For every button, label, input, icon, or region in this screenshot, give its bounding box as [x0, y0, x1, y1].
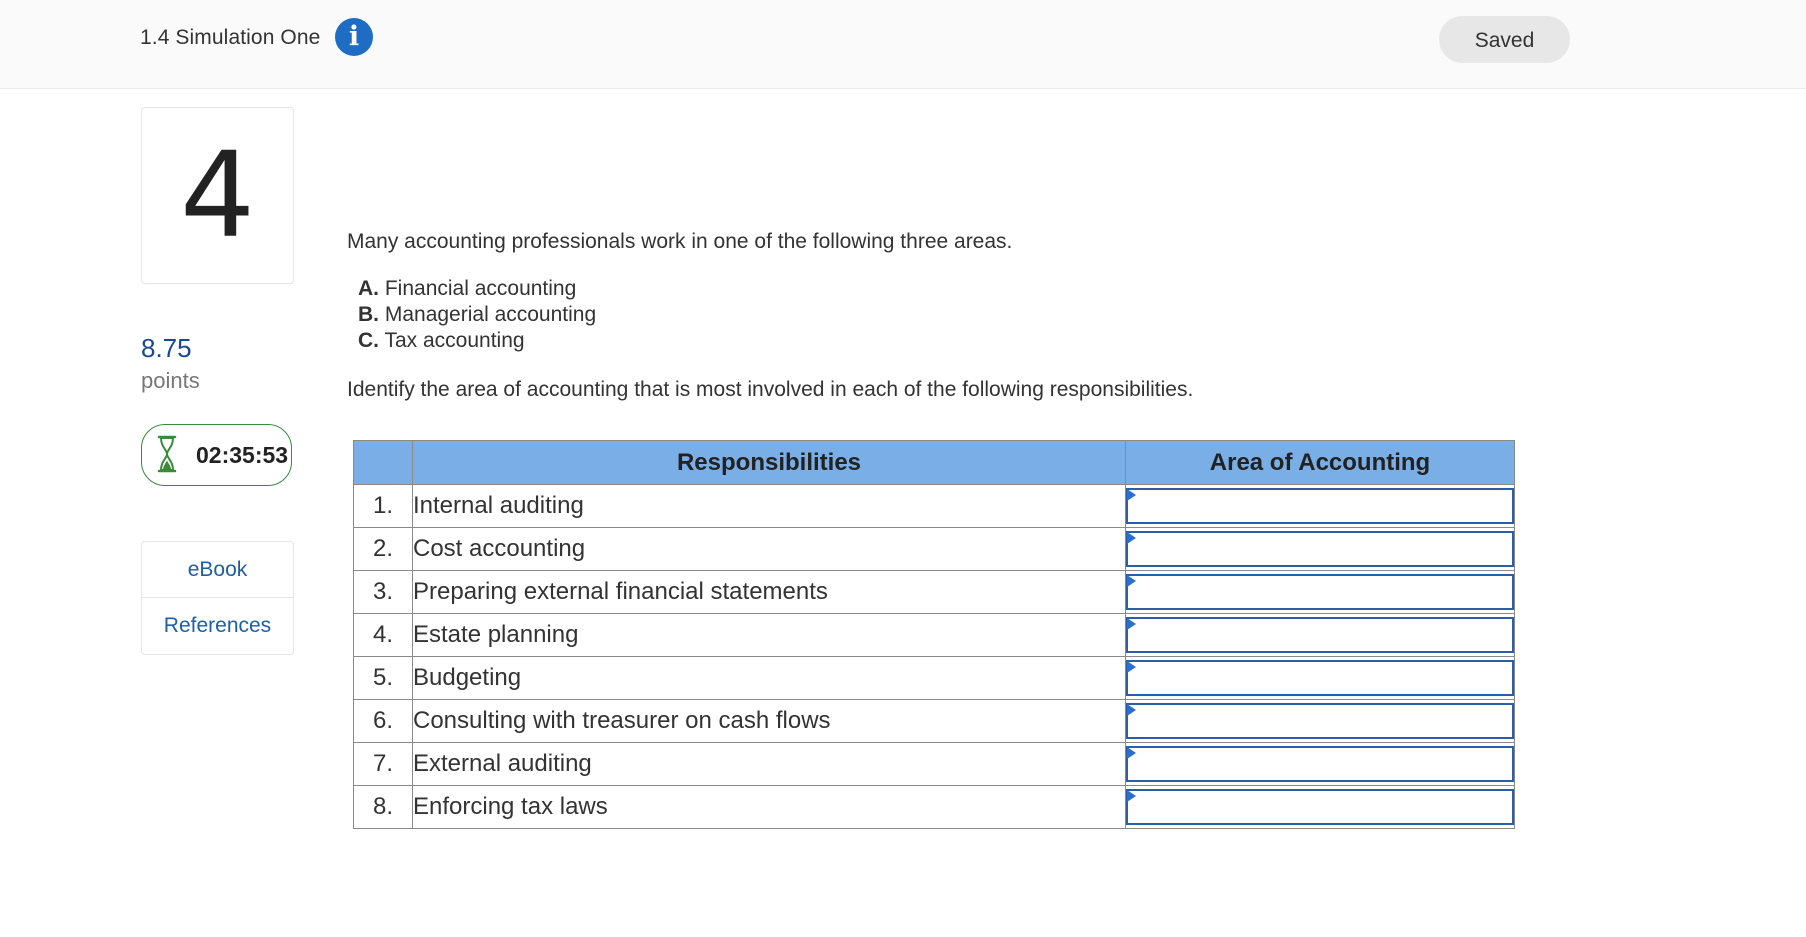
points-label: points	[141, 368, 200, 393]
row-number: 6.	[354, 700, 413, 743]
answer-cell	[1126, 614, 1515, 657]
area-answer-input[interactable]	[1126, 789, 1514, 825]
option-c: C. Tax accounting	[358, 329, 525, 352]
info-icon[interactable]: i	[335, 18, 373, 56]
responsibility-text: Consulting with treasurer on cash flows	[413, 700, 1126, 743]
option-b: B. Managerial accounting	[358, 303, 597, 326]
responsibility-text: Enforcing tax laws	[413, 786, 1126, 829]
table-row	[354, 700, 1515, 743]
question-number: 4	[141, 107, 294, 284]
table-row	[354, 657, 1515, 700]
area-answer-input[interactable]	[1126, 703, 1514, 739]
row-number: 7.	[354, 743, 413, 786]
area-answer-input[interactable]	[1126, 531, 1514, 567]
answer-cell	[1126, 485, 1515, 528]
assignment-title: 1.4 Simulation One	[140, 26, 321, 49]
table-row	[354, 571, 1515, 614]
answer-cell	[1126, 786, 1515, 829]
timer	[141, 424, 292, 486]
row-number: 4.	[354, 614, 413, 657]
area-answer-input[interactable]	[1126, 660, 1514, 696]
saved-button[interactable]: Saved	[1439, 16, 1570, 63]
area-options	[358, 276, 596, 354]
responsibility-text: Cost accounting	[413, 528, 1126, 571]
points-value: 8.75	[141, 333, 192, 363]
table-row	[354, 528, 1515, 571]
header-responsibilities: Responsibilities	[413, 441, 1126, 485]
table-row	[354, 743, 1515, 786]
answer-cell	[1126, 743, 1515, 786]
responsibility-text: External auditing	[413, 743, 1126, 786]
table-row	[354, 614, 1515, 657]
answer-cell	[1126, 528, 1515, 571]
area-answer-input[interactable]	[1126, 488, 1514, 524]
table-row	[354, 485, 1515, 528]
answer-cell	[1126, 657, 1515, 700]
row-number: 5.	[354, 657, 413, 700]
ebook-link[interactable]: eBook	[187, 558, 248, 581]
top-bar	[0, 0, 1806, 89]
resource-links	[141, 541, 294, 655]
area-answer-input[interactable]	[1126, 574, 1514, 610]
table-header-row	[354, 441, 1515, 485]
table-row	[354, 786, 1515, 829]
row-number: 8.	[354, 786, 413, 829]
references-link[interactable]: References	[142, 597, 293, 653]
row-number: 3.	[354, 571, 413, 614]
area-answer-input[interactable]	[1126, 746, 1514, 782]
intro-text: Many accounting professionals work in one of the following three areas.	[347, 230, 1013, 253]
header-number	[354, 441, 413, 485]
header-area: Area of Accounting	[1126, 441, 1515, 485]
responsibility-text: Preparing external financial statements	[413, 571, 1126, 614]
row-number: 1.	[354, 485, 413, 528]
area-answer-input[interactable]	[1126, 617, 1514, 653]
answer-cell	[1126, 571, 1515, 614]
responsibility-text: Internal auditing	[413, 485, 1126, 528]
option-a: A. Financial accounting	[358, 277, 577, 300]
timer-value: 02:35:53	[196, 442, 289, 468]
instruction-text: Identify the area of accounting that is most involved in each of the following responsibilities.	[347, 378, 1194, 401]
responsibilities-table	[353, 440, 1515, 829]
row-number: 2.	[354, 528, 413, 571]
responsibility-text: Budgeting	[413, 657, 1126, 700]
hourglass-icon	[156, 435, 178, 473]
responsibility-text: Estate planning	[413, 614, 1126, 657]
answer-cell	[1126, 700, 1515, 743]
